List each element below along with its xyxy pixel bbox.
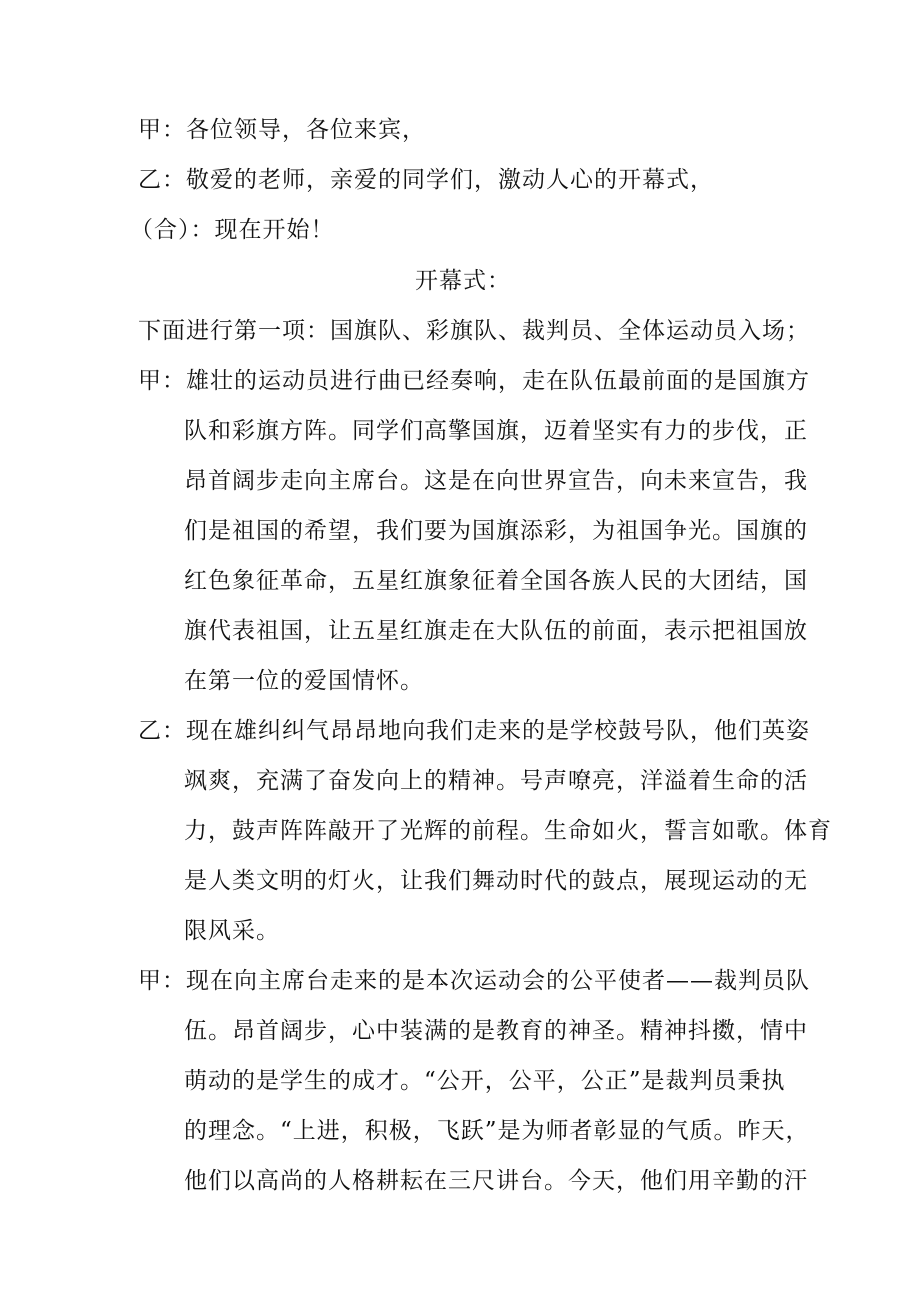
text-line: 伍。昂首阔步，心中装满的是教育的神圣。精神抖擞，情中 bbox=[184, 1018, 808, 1044]
text-line: 乙：敬爱的老师，亲爱的同学们，激动人心的开幕式， bbox=[138, 167, 714, 193]
text-line: 队和彩旗方阵。同学们高擎国旗，迈着坚实有力的步伐，正 bbox=[184, 418, 808, 444]
text-line: 飒爽，充满了奋发向上的精神。号声嘹亮，洋溢着生命的活 bbox=[184, 768, 808, 794]
section-heading: 开幕式： bbox=[415, 268, 511, 294]
text-line: 乙：现在雄纠纠气昂昂地向我们走来的是学校鼓号队，他们英姿 bbox=[138, 718, 810, 744]
text-line: 甲：各位领导，各位来宾， bbox=[138, 117, 426, 143]
text-line: 昂首阔步走向主席台。这是在向世界宣告，向未来宣告，我 bbox=[184, 468, 808, 494]
text-line: （合）：现在开始！ bbox=[130, 217, 335, 243]
text-line: 红色象征革命，五星红旗象征着全国各族人民的大团结，国 bbox=[184, 568, 808, 594]
text-line: 们是祖国的希望，我们要为国旗添彩，为祖国争光。国旗的 bbox=[184, 518, 808, 544]
text-line: 下面进行第一项：国旗队、彩旗队、裁判员、全体运动员入场； bbox=[138, 318, 810, 344]
text-line: 甲：雄壮的运动员进行曲已经奏响，走在队伍最前面的是国旗方 bbox=[138, 368, 810, 394]
text-line: 是人类文明的灯火，让我们舞动时代的鼓点，展现运动的无 bbox=[184, 868, 808, 894]
text-line: 力，鼓声阵阵敲开了光辉的前程。生命如火，誓言如歌。体育 bbox=[184, 818, 832, 844]
text-line: 限风采。 bbox=[184, 918, 280, 944]
text-line: 在第一位的爱国情怀。 bbox=[184, 668, 424, 694]
text-line: 甲：现在向主席台走来的是本次运动会的公平使者——裁判员队 bbox=[138, 968, 810, 994]
text-line: 的理念。“上进，积极，飞跃”是为师者彰显的气质。昨天， bbox=[184, 1118, 810, 1144]
text-line: 旗代表祖国，让五星红旗走在大队伍的前面，表示把祖国放 bbox=[184, 618, 808, 644]
text-line: 萌动的是学生的成才。“公开，公平，公正”是裁判员秉执 bbox=[184, 1068, 786, 1094]
text-line: 他们以高尚的人格耕耘在三尺讲台。今天，他们用辛勤的汗 bbox=[184, 1168, 808, 1194]
